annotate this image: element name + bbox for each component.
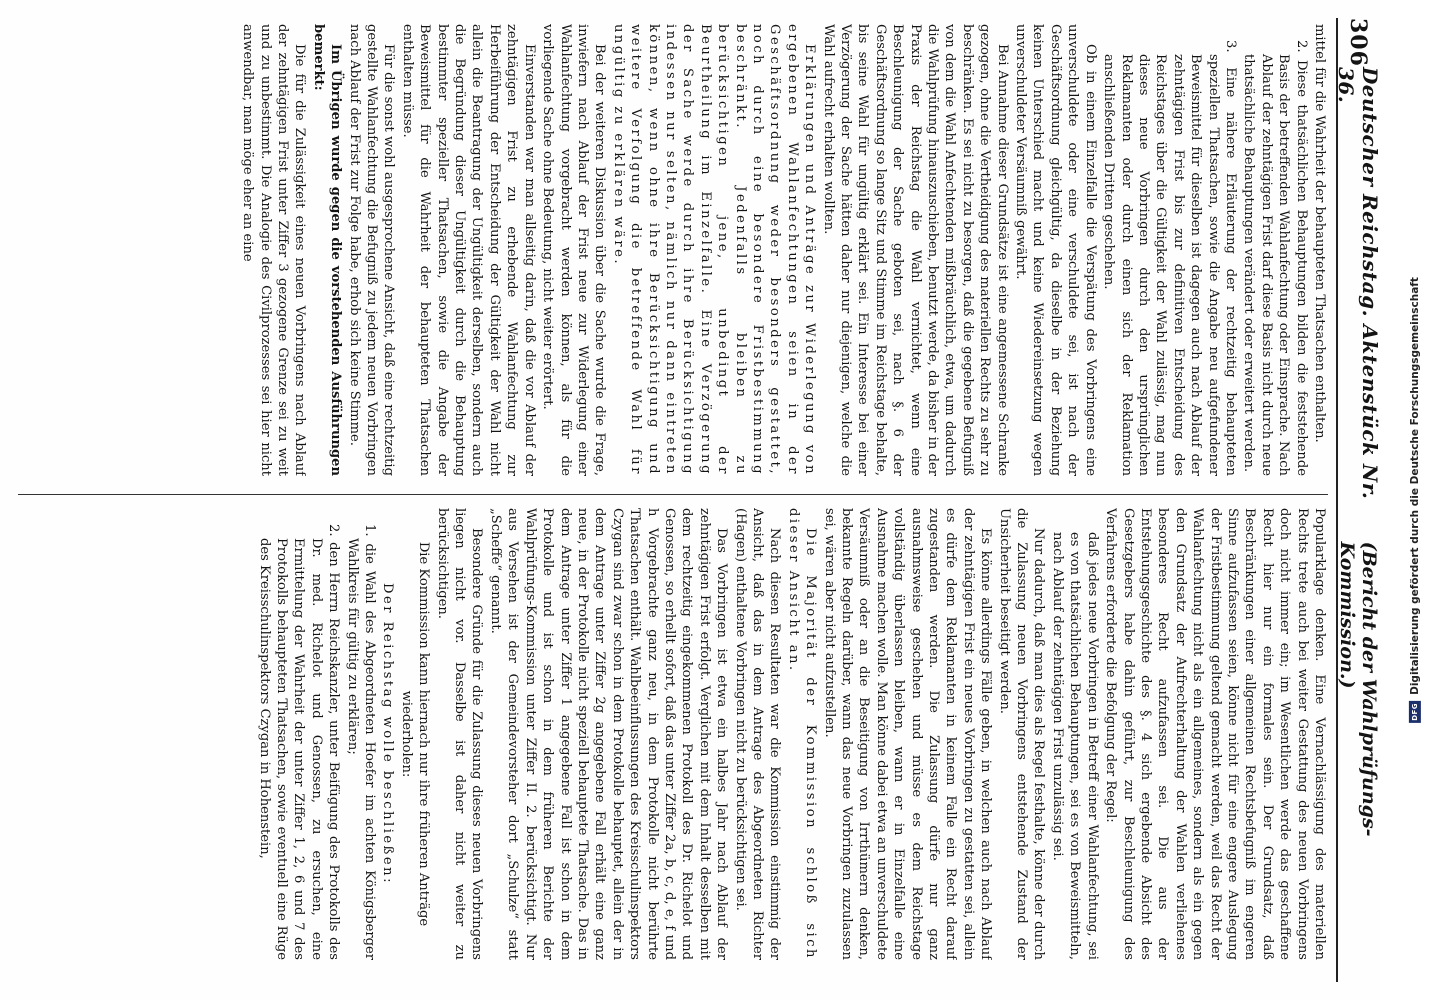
indented-quote: daß jedes neue Vorbringen in Betreff einer Wahlanfechtung, sei es von thatsächlichen Behauptungen, sei es von Beweismitteln, nach Ablauf der zehntägigen Frist unzulässig sei. <box>1049 532 1100 960</box>
paragraph: Für die sonst wohl ausgesprochene Ansicht, daß eine rechtzeitig gestellte Wahlanfechtung die Befugniß zu jedem neuen Vorbringen nach Ablauf der Frist zur Folge habe, erhob sich keine Stimme. <box>346 24 397 476</box>
paragraph: Bei Annahme dieser Grundsätze ist eine angemessene Schranke gezogen, ohne die Vertheidigung des materiellen Rechts zu sehr zu beschränken. Es sei nicht zu besorgen, daß die gegebene Befugniß von dem die Wahl Anfechtenden mißbräuchlich, etwa, um dadurch die Wahlprüfung hinauszuschieben, benutzt werde, da bisher in der Praxis der Reichstag die Wahl vernichtet, wenn eine Beschleunigung der Sache geboten sei, nach §. 6 der Geschäftsordnung so lange Sitz und Stimme im Reichstage behalte, bis seine Wahl für ungültig erklärt sei. Ein Interesse bei einer Verzögerung der Sache hätten daher nur diejenigen, welche die Wahl aufrecht erhalten wollten. <box>820 24 1010 476</box>
digitization-text: Digitalisierung gefördert durch die Deutsche Forschungsgemeinschaft <box>1409 277 1422 695</box>
left-column <box>18 24 1328 476</box>
paragraph: Die für die Zulässigkeit eines neuen Vorbringens nach Ablauf der zehntägigen Frist unter Ziffer 3 gezogene Grenze sei zu weit und zu unbestimmt. Die Analogie des Civilprozesses sei hier nicht anwendbar, man möge eher an eine <box>240 24 308 476</box>
bold-paragraph: Im Übrigen wurde gegen die vorstehenden Ausführungen bemerkt: <box>310 24 344 476</box>
numbered-paragraph: 1. die Wahl des Abgeordneten Hoefer im achten Königsberger Wahlkreis für gültig zu erklären; <box>344 524 378 960</box>
paragraph: Nach diesen Resultaten war die Kommission einstimmig der Ansicht, daß das in dem Antrage des Abgeordneten Richter (Hagen) enthaltene Vorbringen nicht zu berücksichtigen sei. <box>732 508 783 960</box>
right-column <box>18 508 1328 960</box>
paragraph: Nur dadurch, daß man dies als Regel festhalte, könne der durch die Zulassung neuen Vorbringens entstehende Zustand der Unsicherheit beseitigt werden. <box>996 508 1047 960</box>
page-number: 306 <box>1345 18 1371 67</box>
spaced-paragraph: Die Majorität der Kommission schloß sich dieser Ansicht an. <box>785 508 819 960</box>
numbered-paragraph: 2. den Herrn Reichskanzler, unter Beifügung des Protokolls des Dr. med. Richelot und Genossen, zu ersuchen, eine Ermittelung der Wahrheit der unter Ziffer 1, 2, 6 und 7 des Protokolls behaupteten Thatsachen, sowie eventuell eine Rüge des Kreisschulinspektors Czygan in Hohenstein, <box>256 524 342 960</box>
paragraph: Es könne allerdings Fälle geben, in welchen auch nach Ablauf der zehntägigen Frist ein neues Vorbringen zu gestatten sei, allein es dürfe dem Reklamanten in keinem Falle ein Recht darauf zugestanden werden. Die Zulassung dürfe nur ganz ausnahmsweise geschehen und müsse es dem Reichstage vollständig überlassen bleiben, wann er in Einzelfalle eine Ausnahme machen wolle. Man könne dabei etwa an unverschuldete Versäumniß oder an die Beseitigung von Irrthümern denken, bekannte Regeln darüber, wann das neue Vorbringen zuzulassen sei, wären aber nicht aufzustellen. <box>821 508 994 960</box>
paragraph: Das Vorbringen ist etwa ein halbes Jahr nach Ablauf der zehntägigen Frist erfolgt. Verglichen mit dem Inhalt desselben mit dem rechtzeitig eingekommenen Protokoll des Dr. Richelot und Genossen, so erhellt sofort, daß das unter Ziffer 2a, b, c, d, e, f und h Vorgebrachte ganz neu, in dem Protokolle nicht berührte Thatsachen enthält. Wahlbeeinflussungen des Kreisschulinspektors Czygan sind zwar schon in dem Protokolle behauptet, allein der in dem Antrage unter Ziffer 2g angegebene Fall erhält eine ganz neue, in der Protokolle nicht speziell behauptete Thatsache. Das in dem Antrage unter Ziffer 1 angegebene Fall ist schon in dem Protokolle und ist schon in dem früheren Berichte der Wahlprüfungs-Kommission unter Ziffer II. 2. berücksichtigt. Nur aus Versehen ist der Gemeindevorsteher dort „Schulze“ statt „Scheffe“ genannt. <box>487 508 730 960</box>
paragraph: Popularklage denken. Eine Vernachlässigung des materiellen Rechts trete auch bei weiter Gestattung des neuen Vorbringens doch nicht immer ein; im Wesentlichen werde das geschaffene Recht hier nur ein formales sein. Der Grundsatz, daß Beschränkungen einer allgemeinen Rechtsbefugniß im engeren Sinne aufzufassen seien, könne nicht für eine engere Auslegung der Fristbestimmung geltend gemacht werden, weil das Recht der Wahlanfechtung nicht als ein allgemeines, sondern als ein gegen den Grundsatz der Aufrechterhaltung der Wahlen verliehenes besonderes Recht aufzufassen sei. Die aus der Entstehungsgeschichte des §. 4 sich ergebende Absicht des Gesetzgebers habe dahin geführt, zur Beschleunigung des Verfahrens erforderte die Befolgung der Regel: <box>1103 508 1327 960</box>
numbered-paragraph: 2. Diese thatsächlichen Behauptungen bilden die feststehende Basis der betreffenden Wahlanfechtung oder Einsprache. Nach Ablauf der zehntägigen Frist darf diese Basis nicht durch neue thatsächliche Behauptungen verändert oder erweitert werden. <box>1241 40 1309 476</box>
spaced-paragraph: Erklärungen und Anträge zur Widerlegung von ergebenen Wahlanfechtungen seien in der Geschäftsordnung weder besonders gestattet, noch durch eine besondere Fristbestimmung beschränkt. Jedenfalls bleiben zu berücksichtigen jene, unbedingt der Beurtheilung im Einzelfalle. Eine Verzögerung der Sache werde durch ihre Berücksichtigung indessen nur selten, nämlich nur dann eintreten können, wenn ohne ihre Berücksichtigung und weitere Verfolgung die betreffende Wahl für ungültig zu erklären wäre. <box>610 24 818 476</box>
dfg-logo: DFG <box>1409 701 1421 723</box>
paragraph: Besondere Gründe für die Zulassung dieses neuen Vorbringens liegen nicht vor. Dasselbe ist daher nicht weiter zu berücksichtigen. <box>434 508 485 960</box>
page-subtitle: (Bericht der Wahlprüfungs-Kommission.) <box>1336 541 1380 837</box>
column-divider <box>18 494 1328 495</box>
digitization-note <box>1398 0 1432 1000</box>
paragraph: Ob in einem Einzelfalle die Verspätung des Vorbringens eine unverschuldete oder eine verschuldete sei, ist nach der Geschäftsordnung gleichgültig, da dieselbe in der Beziehung keinen Unterschied macht und keine Wiedereinsetzung wegen unverschuldeter Versäumniß gewährt. <box>1013 24 1098 476</box>
paragraph: mittel für die Wahrheit der behaupteten Thatsachen enthalten. <box>1312 24 1327 443</box>
numbered-paragraph: 3. Eine nähere Erläuterung der rechtzeitig behaupteten speziellen Thatsachen, sowie die Angabe neu aufgefundener Beweismittel für dieselben ist dagegen auch nach Ablauf der zehntägigen Frist bis zur definitiven Entscheidung des Reichstages über die Gültigkeit der Wahl zulässig, mag nun dieses neue Vorbringen durch den ursprünglichen Reklamanten oder durch einen sich der Reklamation anschließenden Dritten geschehen. <box>1101 40 1238 476</box>
page-header <box>1334 18 1382 982</box>
centered-paragraph: Die Kommission kann hiernach nur ihre früheren Anträge wiederholen: <box>398 541 432 927</box>
page-title: Deutscher Reichstag. Aktenstück Nr. 36. <box>1334 66 1382 500</box>
resolution-heading: Der Reichstag wolle beschließen: <box>380 582 396 886</box>
paragraph: Bei der weiteren Diskussion über die Sache wurde die Frage, inwiefern nach Ablauf der Frist neue zur Widerlegung einer Wahlanfechtung vorgebracht werden können, als für die vorliegende Sache ohne Bedeutung, nicht weiter erörtert. <box>540 24 608 476</box>
paragraph: Einverstanden war man allseitig darin, daß die vor Ablauf der zehntägigen Frist zu erhebende Wahlanfechtung zur Herbeiführung der Entscheidung der Gültigkeit der Wahl nicht allein die Beantragung der Ungültigkeit derselben, sondern auch die Begründung dieser Ungültigkeit durch die Behauptung bestimmter spezieller Thatsachen, sowie die Angabe der Beweismittel für die Wahrheit der behaupteten Thatsachen enthalten müsse. <box>399 24 537 476</box>
